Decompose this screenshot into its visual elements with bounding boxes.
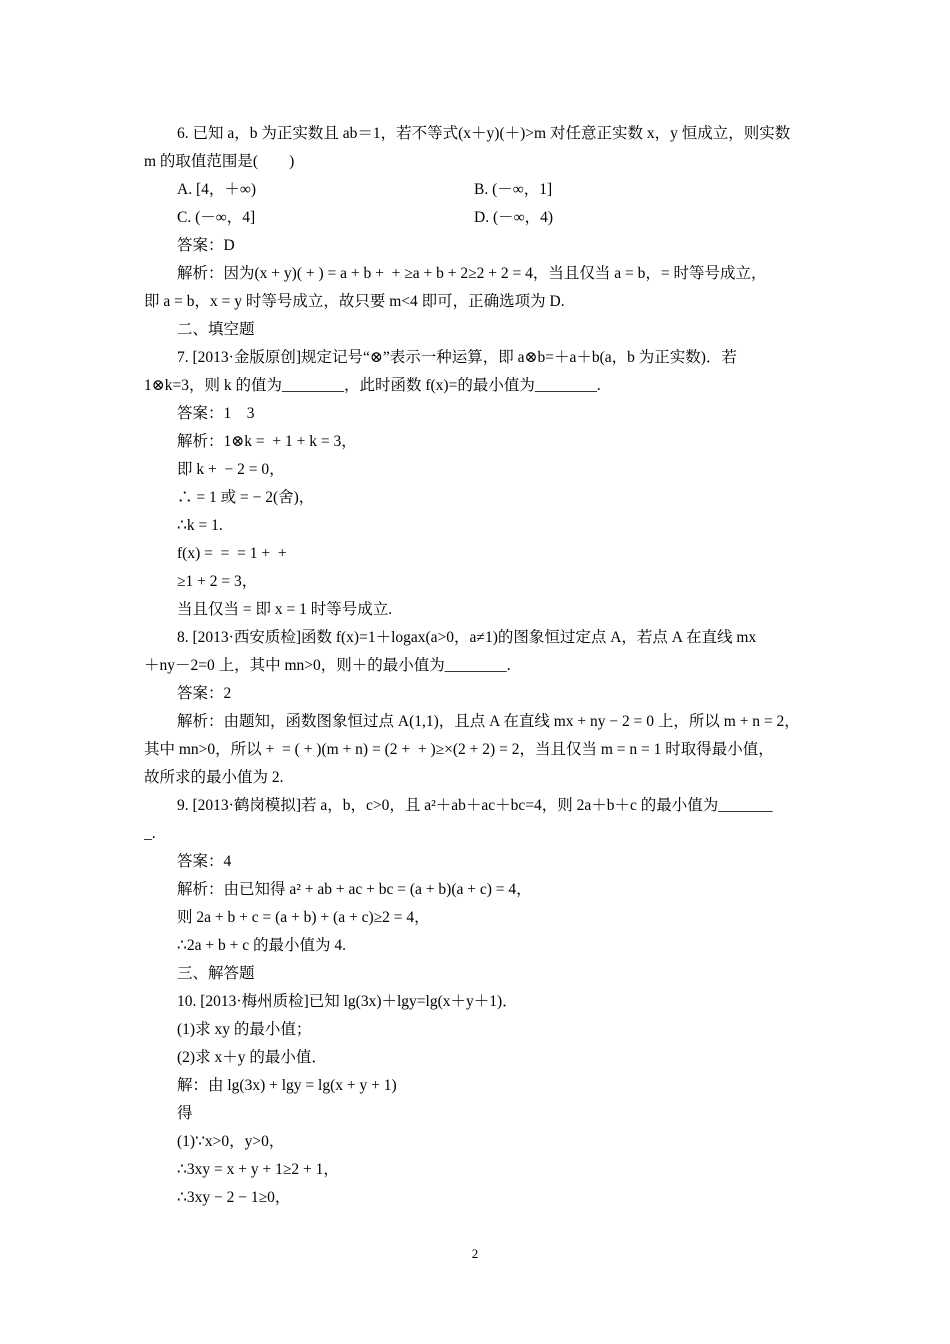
q7-stem-line-2: 1⊗k=3，则 k 的值为________，此时函数 f(x)=的最小值为________. [144, 377, 601, 394]
q6-stem-line-2: m 的取值范围是( ) [144, 153, 295, 170]
q9-stem-line-1: 9. [2013·鹤岗模拟]若 a，b，c>0，且 a²＋ab＋ac＋bc=4，则 2a＋b＋c 的最小值为_______ [177, 797, 773, 814]
q7-analysis-line-2: 即 k + − 2 = 0， [177, 461, 285, 478]
q10-solution-line-3: (1)∵x>0，y>0， [177, 1133, 285, 1150]
q7-stem-line-1: 7. [2013·金版原创]规定记号“⊗”表示一种运算，即 a⊗b=＋a＋b(a，b 为正实数)．若 [177, 349, 737, 366]
q7-analysis-line-6: ≥1 + 2 = 3， [177, 573, 258, 590]
q9-stem-line-2: _. [144, 825, 156, 842]
q10-part-1: (1)求 xy 的最小值； [177, 1021, 312, 1038]
q10-solution-line-1: 解：由 lg(3x) + lgy = lg(x + y + 1) [177, 1077, 397, 1094]
q9-answer: 答案：4 [177, 853, 232, 870]
q8-answer: 答案：2 [177, 685, 232, 702]
q9-analysis-line-1: 解析：由已知得 a² + ab + ac + bc = (a + b)(a + c) = 4， [177, 881, 532, 898]
q10-solution-line-2: 得 [177, 1105, 193, 1122]
page-number: 2 [471, 1246, 479, 1261]
q6-option-d: D. (－∞，4) [474, 209, 554, 226]
q8-analysis-line-1: 解析：由题知，函数图象恒过点 A(1,1)，且点 A 在直线 mx + ny − 2 = 0 上，所以 m + n = 2， [177, 713, 800, 730]
q7-analysis-line-7: 当且仅当 = 即 x = 1 时等号成立. [177, 601, 393, 618]
q7-analysis-line-1: 解析：1⊗k = + 1 + k = 3， [177, 433, 357, 450]
q8-stem-line-1: 8. [2013·西安质检]函数 f(x)=1＋logax(a>0，a≠1)的图象恒过定点 A，若点 A 在直线 mx [177, 629, 757, 646]
q6-analysis-line-1: 解析：因为(x + y)( + ) = a + b + + ≥a + b + 2≥2 + 2 = 4，当且仅当 a = b，= 时等号成立， [177, 265, 767, 282]
q9-analysis-line-3: ∴2a + b + c 的最小值为 4. [177, 937, 346, 954]
q10-part-2: (2)求 x＋y 的最小值． [177, 1049, 327, 1066]
q6-analysis-line-2: 即 a = b，x = y 时等号成立，故只要 m<4 即可，正确选项为 D. [144, 293, 565, 310]
section-heading-fill-blank: 二、填空题 [177, 321, 255, 338]
q7-answer: 答案：1 3 [177, 405, 255, 422]
q6-option-b: B. (－∞，1] [474, 181, 553, 198]
q7-analysis-line-5: f(x) = = = 1 + + [177, 545, 291, 562]
q9-analysis-line-2: 则 2a + b + c = (a + b) + (a + c)≥2 = 4， [177, 909, 430, 926]
q10-solution-line-5: ∴3xy − 2 − 1≥0， [177, 1189, 291, 1206]
q8-analysis-line-2: 其中 mn>0，所以 + = ( + )(m + n) = (2 + + )≥×(2 + 2) = 2，当且仅当 m = n = 1 时取得最小值， [144, 741, 774, 758]
q7-analysis-line-4: ∴k = 1. [177, 517, 223, 534]
q6-option-c: C. (－∞，4] [177, 209, 256, 226]
q8-analysis-line-3: 故所求的最小值为 2. [144, 769, 284, 786]
q6-option-a: A. [4，＋∞) [177, 181, 257, 198]
q10-stem: 10. [2013·梅州质检]已知 lg(3x)＋lgy=lg(x＋y＋1)． [177, 993, 518, 1010]
q6-answer: 答案：D [177, 237, 235, 254]
q8-stem-line-2: ＋ny－2=0 上，其中 mn>0，则＋的最小值为________. [144, 657, 511, 674]
q6-stem-line-1: 6. 已知 a，b 为正实数且 ab＝1，若不等式(x＋y)(＋)>m 对任意正实数 x，y 恒成立，则实数 [177, 125, 791, 142]
section-heading-solve: 三、解答题 [177, 965, 255, 982]
q10-solution-line-4: ∴3xy = x + y + 1≥2 + 1， [177, 1161, 339, 1178]
q7-analysis-line-3: ∴ = 1 或 = − 2(舍)， [177, 489, 315, 506]
